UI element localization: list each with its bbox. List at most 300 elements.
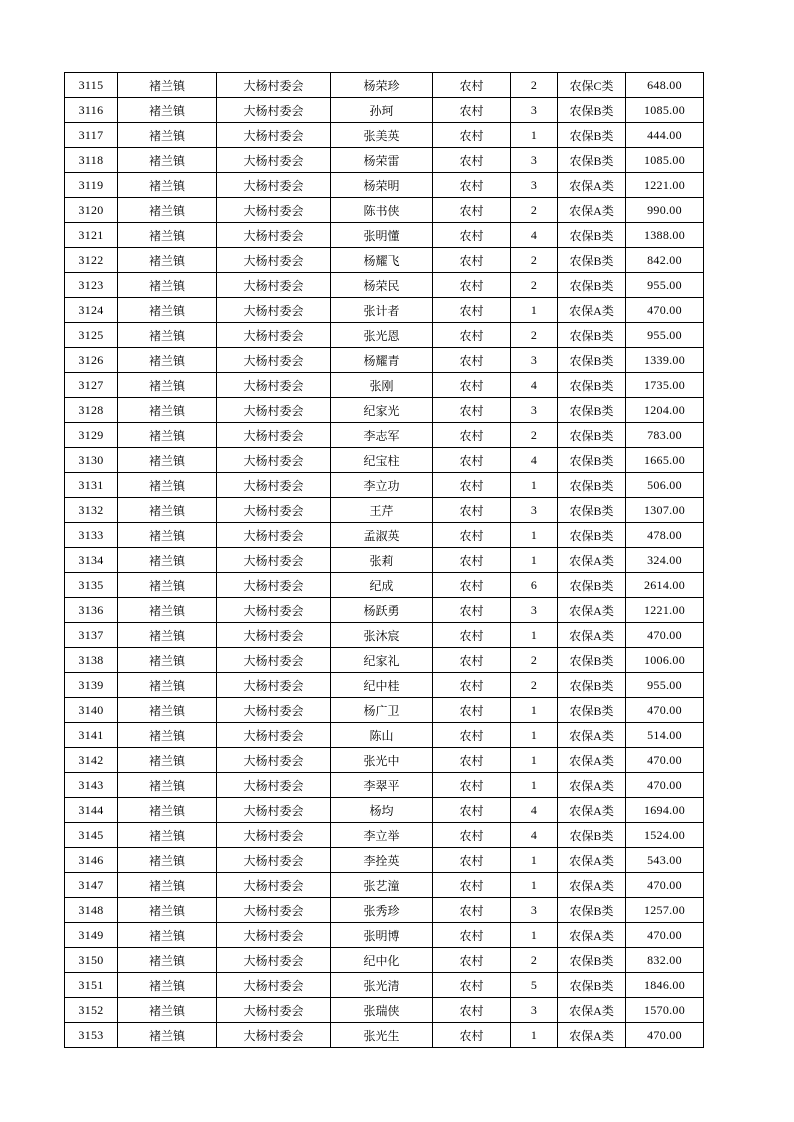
town-name: 褚兰镇 [118,473,217,498]
person-count: 2 [511,423,558,448]
insurance-category: 农保A类 [558,623,626,648]
household-type: 农村 [433,998,511,1023]
village-committee: 大杨村委会 [217,448,331,473]
village-committee: 大杨村委会 [217,523,331,548]
town-name: 褚兰镇 [118,648,217,673]
table-row [65,123,704,148]
sequence-number: 3120 [65,198,118,223]
table-row [65,298,704,323]
person-name: 纪宝柱 [331,448,433,473]
sequence-number: 3151 [65,973,118,998]
town-name: 褚兰镇 [118,448,217,473]
village-committee: 大杨村委会 [217,748,331,773]
household-type: 农村 [433,248,511,273]
person-count: 1 [511,848,558,873]
table-row [65,198,704,223]
household-type: 农村 [433,873,511,898]
town-name: 褚兰镇 [118,598,217,623]
village-committee: 大杨村委会 [217,273,331,298]
insurance-category: 农保A类 [558,998,626,1023]
amount: 1339.00 [626,348,704,373]
insurance-category: 农保A类 [558,598,626,623]
household-type: 农村 [433,373,511,398]
insurance-category: 农保B类 [558,423,626,448]
person-count: 1 [511,873,558,898]
village-committee: 大杨村委会 [217,573,331,598]
village-committee: 大杨村委会 [217,223,331,248]
person-count: 2 [511,673,558,698]
town-name: 褚兰镇 [118,573,217,598]
person-count: 2 [511,248,558,273]
town-name: 褚兰镇 [118,73,217,98]
sequence-number: 3124 [65,298,118,323]
amount: 514.00 [626,723,704,748]
person-count: 1 [511,748,558,773]
insurance-category: 农保B类 [558,448,626,473]
insurance-category: 农保B类 [558,498,626,523]
town-name: 褚兰镇 [118,123,217,148]
table-row [65,848,704,873]
insurance-category: 农保B类 [558,98,626,123]
insurance-category: 农保B类 [558,573,626,598]
amount: 324.00 [626,548,704,573]
person-count: 2 [511,323,558,348]
person-count: 1 [511,698,558,723]
amount: 470.00 [626,698,704,723]
village-committee: 大杨村委会 [217,248,331,273]
table-row [65,1023,704,1048]
insurance-category: 农保B类 [558,398,626,423]
town-name: 褚兰镇 [118,198,217,223]
person-count: 3 [511,998,558,1023]
household-type: 农村 [433,623,511,648]
insurance-category: 农保A类 [558,848,626,873]
amount: 955.00 [626,273,704,298]
village-committee: 大杨村委会 [217,723,331,748]
table-row [65,373,704,398]
person-count: 4 [511,448,558,473]
sequence-number: 3149 [65,923,118,948]
table-row [65,323,704,348]
insurance-category: 农保B类 [558,523,626,548]
village-committee: 大杨村委会 [217,898,331,923]
insurance-category: 农保B类 [558,373,626,398]
person-name: 李翠平 [331,773,433,798]
sequence-number: 3127 [65,373,118,398]
person-count: 1 [511,723,558,748]
table-row [65,273,704,298]
table-row [65,623,704,648]
insurance-category: 农保A类 [558,798,626,823]
household-type: 农村 [433,198,511,223]
sequence-number: 3123 [65,273,118,298]
village-committee: 大杨村委会 [217,798,331,823]
amount: 1085.00 [626,148,704,173]
person-name: 杨耀青 [331,348,433,373]
sequence-number: 3152 [65,998,118,1023]
person-name: 张沐宸 [331,623,433,648]
town-name: 褚兰镇 [118,748,217,773]
village-committee: 大杨村委会 [217,173,331,198]
amount: 543.00 [626,848,704,873]
sequence-number: 3133 [65,523,118,548]
village-committee: 大杨村委会 [217,873,331,898]
person-name: 李志军 [331,423,433,448]
person-count: 3 [511,348,558,373]
insurance-category: 农保A类 [558,198,626,223]
town-name: 褚兰镇 [118,873,217,898]
town-name: 褚兰镇 [118,148,217,173]
household-type: 农村 [433,148,511,173]
sequence-number: 3132 [65,498,118,523]
village-committee: 大杨村委会 [217,73,331,98]
sequence-number: 3128 [65,398,118,423]
person-count: 1 [511,523,558,548]
town-name: 褚兰镇 [118,698,217,723]
person-name: 张明博 [331,923,433,948]
table-row [65,498,704,523]
village-committee: 大杨村委会 [217,948,331,973]
insurance-category: 农保B类 [558,473,626,498]
insurance-category: 农保B类 [558,898,626,923]
table-body [65,73,704,1048]
person-name: 杨荣雷 [331,148,433,173]
table-row [65,873,704,898]
town-name: 褚兰镇 [118,223,217,248]
household-type: 农村 [433,723,511,748]
town-name: 褚兰镇 [118,548,217,573]
person-name: 纪家光 [331,398,433,423]
table-row [65,423,704,448]
town-name: 褚兰镇 [118,673,217,698]
person-count: 2 [511,198,558,223]
amount: 1665.00 [626,448,704,473]
household-type: 农村 [433,973,511,998]
sequence-number: 3131 [65,473,118,498]
person-name: 张光恩 [331,323,433,348]
town-name: 褚兰镇 [118,523,217,548]
household-type: 农村 [433,598,511,623]
person-count: 1 [511,548,558,573]
insurance-category: 农保C类 [558,73,626,98]
person-name: 杨广卫 [331,698,433,723]
person-count: 4 [511,798,558,823]
town-name: 褚兰镇 [118,823,217,848]
person-count: 4 [511,373,558,398]
insurance-category: 农保B类 [558,348,626,373]
person-name: 张计者 [331,298,433,323]
village-committee: 大杨村委会 [217,498,331,523]
insurance-category: 农保B类 [558,273,626,298]
household-type: 农村 [433,423,511,448]
town-name: 褚兰镇 [118,798,217,823]
table-row [65,98,704,123]
town-name: 褚兰镇 [118,348,217,373]
person-count: 1 [511,298,558,323]
table-row [65,648,704,673]
person-count: 3 [511,148,558,173]
insurance-category: 农保A类 [558,1023,626,1048]
person-name: 陈山 [331,723,433,748]
sequence-number: 3115 [65,73,118,98]
table-row [65,248,704,273]
insurance-category: 农保B类 [558,823,626,848]
sequence-number: 3130 [65,448,118,473]
person-count: 3 [511,173,558,198]
person-name: 陈书侠 [331,198,433,223]
pension-benefits-table [64,72,704,1048]
table-row [65,223,704,248]
amount: 1257.00 [626,898,704,923]
person-name: 杨跃勇 [331,598,433,623]
household-type: 农村 [433,698,511,723]
person-name: 纪成 [331,573,433,598]
amount: 470.00 [626,773,704,798]
amount: 506.00 [626,473,704,498]
person-count: 1 [511,923,558,948]
person-name: 杨荣明 [331,173,433,198]
town-name: 褚兰镇 [118,498,217,523]
table-row [65,998,704,1023]
village-committee: 大杨村委会 [217,973,331,998]
amount: 1846.00 [626,973,704,998]
village-committee: 大杨村委会 [217,348,331,373]
person-name: 张艺潼 [331,873,433,898]
household-type: 农村 [433,523,511,548]
amount: 842.00 [626,248,704,273]
town-name: 褚兰镇 [118,773,217,798]
household-type: 农村 [433,448,511,473]
household-type: 农村 [433,473,511,498]
table-row [65,673,704,698]
person-name: 张美英 [331,123,433,148]
amount: 1570.00 [626,998,704,1023]
sequence-number: 3143 [65,773,118,798]
person-name: 张明懂 [331,223,433,248]
person-name: 王芹 [331,498,433,523]
village-committee: 大杨村委会 [217,923,331,948]
household-type: 农村 [433,273,511,298]
household-type: 农村 [433,823,511,848]
person-name: 张光生 [331,1023,433,1048]
amount: 1221.00 [626,173,704,198]
town-name: 褚兰镇 [118,248,217,273]
insurance-category: 农保A类 [558,748,626,773]
table-row [65,748,704,773]
town-name: 褚兰镇 [118,98,217,123]
sequence-number: 3126 [65,348,118,373]
person-name: 李立举 [331,823,433,848]
person-name: 张光中 [331,748,433,773]
household-type: 农村 [433,573,511,598]
sequence-number: 3144 [65,798,118,823]
person-count: 3 [511,498,558,523]
village-committee: 大杨村委会 [217,598,331,623]
insurance-category: 农保A类 [558,298,626,323]
household-type: 农村 [433,773,511,798]
table-row [65,973,704,998]
town-name: 褚兰镇 [118,973,217,998]
amount: 470.00 [626,923,704,948]
person-count: 1 [511,123,558,148]
person-count: 4 [511,223,558,248]
sequence-number: 3118 [65,148,118,173]
sequence-number: 3145 [65,823,118,848]
person-name: 纪中化 [331,948,433,973]
village-committee: 大杨村委会 [217,998,331,1023]
table-row [65,598,704,623]
table-row [65,723,704,748]
person-name: 李拴英 [331,848,433,873]
village-committee: 大杨村委会 [217,98,331,123]
sequence-number: 3121 [65,223,118,248]
person-name: 纪中桂 [331,673,433,698]
amount: 470.00 [626,873,704,898]
village-committee: 大杨村委会 [217,398,331,423]
village-committee: 大杨村委会 [217,698,331,723]
sequence-number: 3139 [65,673,118,698]
amount: 832.00 [626,948,704,973]
table-row [65,823,704,848]
person-name: 张瑞侠 [331,998,433,1023]
person-name: 纪家礼 [331,648,433,673]
amount: 783.00 [626,423,704,448]
table-row [65,798,704,823]
household-type: 农村 [433,298,511,323]
household-type: 农村 [433,173,511,198]
insurance-category: 农保A类 [558,548,626,573]
household-type: 农村 [433,1023,511,1048]
person-count: 3 [511,98,558,123]
town-name: 褚兰镇 [118,998,217,1023]
amount: 955.00 [626,673,704,698]
household-type: 农村 [433,98,511,123]
sequence-number: 3122 [65,248,118,273]
amount: 444.00 [626,123,704,148]
amount: 2614.00 [626,573,704,598]
household-type: 农村 [433,948,511,973]
amount: 955.00 [626,323,704,348]
town-name: 褚兰镇 [118,948,217,973]
amount: 1694.00 [626,798,704,823]
town-name: 褚兰镇 [118,373,217,398]
amount: 648.00 [626,73,704,98]
town-name: 褚兰镇 [118,1023,217,1048]
household-type: 农村 [433,798,511,823]
insurance-category: 农保A类 [558,173,626,198]
table-row [65,698,704,723]
household-type: 农村 [433,73,511,98]
village-committee: 大杨村委会 [217,773,331,798]
household-type: 农村 [433,323,511,348]
table-row [65,573,704,598]
amount: 470.00 [626,1023,704,1048]
sequence-number: 3136 [65,598,118,623]
town-name: 褚兰镇 [118,898,217,923]
person-name: 孙珂 [331,98,433,123]
table-row [65,348,704,373]
person-name: 孟淑英 [331,523,433,548]
village-committee: 大杨村委会 [217,198,331,223]
sequence-number: 3129 [65,423,118,448]
table-row [65,73,704,98]
amount: 1524.00 [626,823,704,848]
amount: 1221.00 [626,598,704,623]
table-row [65,523,704,548]
amount: 1085.00 [626,98,704,123]
sequence-number: 3137 [65,623,118,648]
town-name: 褚兰镇 [118,298,217,323]
person-count: 3 [511,598,558,623]
table-row [65,773,704,798]
table-row [65,473,704,498]
table-row [65,148,704,173]
village-committee: 大杨村委会 [217,298,331,323]
sequence-number: 3153 [65,1023,118,1048]
village-committee: 大杨村委会 [217,423,331,448]
insurance-category: 农保B类 [558,248,626,273]
sequence-number: 3116 [65,98,118,123]
sequence-number: 3135 [65,573,118,598]
amount: 470.00 [626,623,704,648]
person-name: 李立功 [331,473,433,498]
insurance-category: 农保B类 [558,323,626,348]
table-row [65,898,704,923]
town-name: 褚兰镇 [118,173,217,198]
sequence-number: 3140 [65,698,118,723]
amount: 1735.00 [626,373,704,398]
town-name: 褚兰镇 [118,398,217,423]
sequence-number: 3119 [65,173,118,198]
person-count: 3 [511,898,558,923]
sequence-number: 3117 [65,123,118,148]
table-row [65,173,704,198]
household-type: 农村 [433,348,511,373]
table-row [65,923,704,948]
person-count: 2 [511,273,558,298]
person-count: 1 [511,1023,558,1048]
sequence-number: 3147 [65,873,118,898]
sequence-number: 3146 [65,848,118,873]
person-count: 1 [511,623,558,648]
person-count: 2 [511,948,558,973]
village-committee: 大杨村委会 [217,323,331,348]
town-name: 褚兰镇 [118,923,217,948]
insurance-category: 农保B类 [558,123,626,148]
person-count: 2 [511,73,558,98]
town-name: 褚兰镇 [118,723,217,748]
household-type: 农村 [433,673,511,698]
village-committee: 大杨村委会 [217,148,331,173]
insurance-category: 农保B类 [558,673,626,698]
village-committee: 大杨村委会 [217,673,331,698]
sequence-number: 3150 [65,948,118,973]
insurance-category: 农保B类 [558,148,626,173]
person-count: 4 [511,823,558,848]
amount: 470.00 [626,748,704,773]
amount: 1388.00 [626,223,704,248]
household-type: 农村 [433,123,511,148]
person-name: 杨荣珍 [331,73,433,98]
sequence-number: 3125 [65,323,118,348]
household-type: 农村 [433,848,511,873]
village-committee: 大杨村委会 [217,373,331,398]
person-name: 杨均 [331,798,433,823]
person-name: 张莉 [331,548,433,573]
person-name: 张刚 [331,373,433,398]
person-count: 6 [511,573,558,598]
town-name: 褚兰镇 [118,423,217,448]
